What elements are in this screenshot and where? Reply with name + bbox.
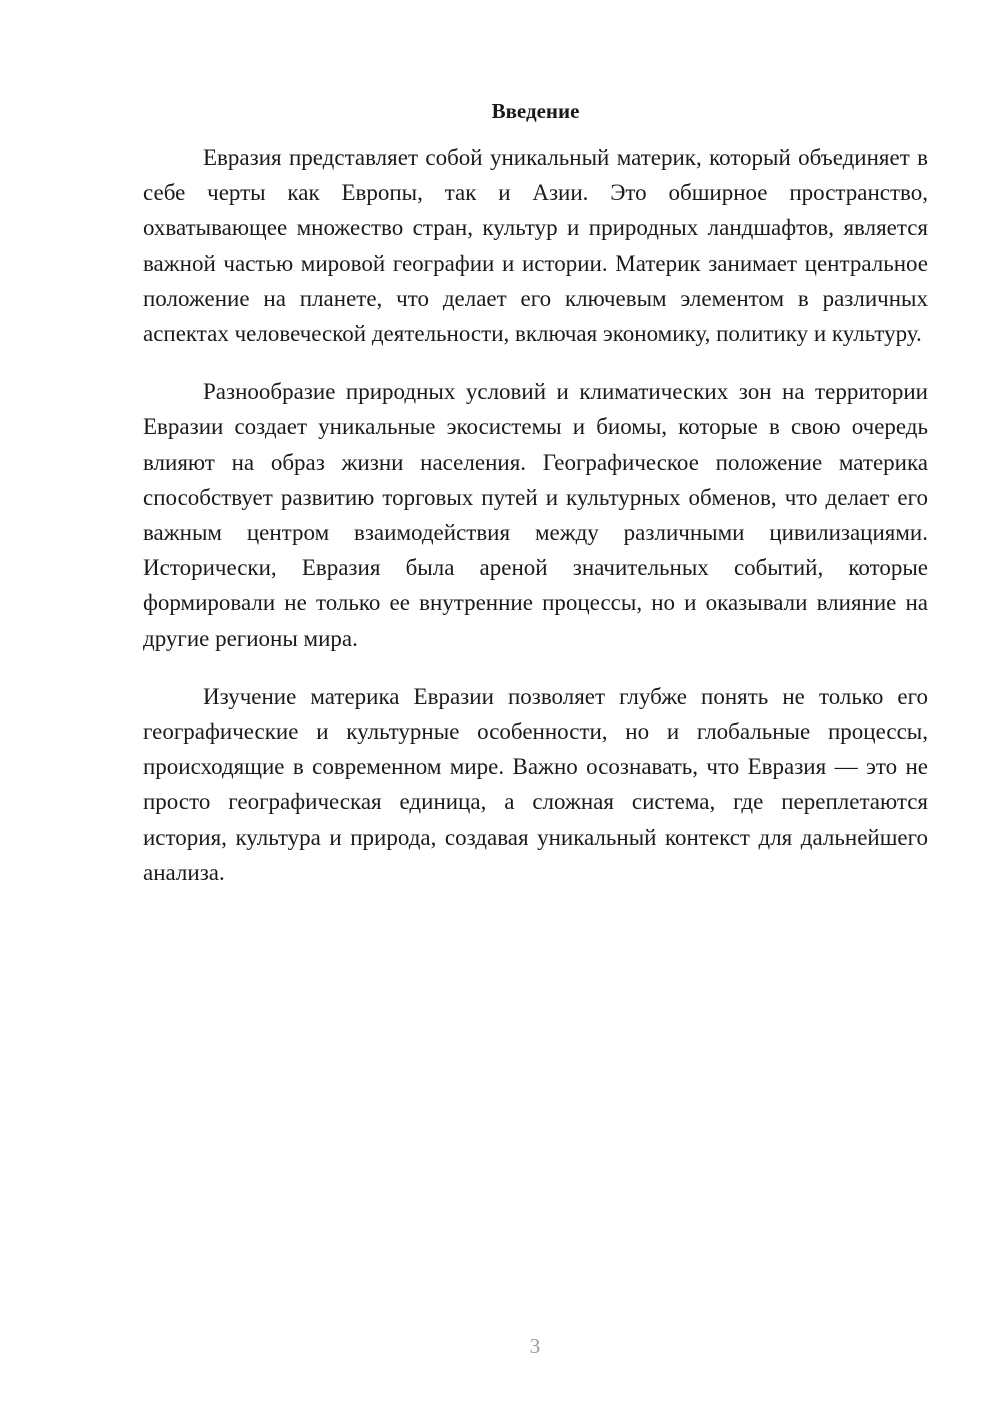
paragraph-3: Изучение материка Евразии позволяет глубже понять не только его географические и культурные особенности, но и глобальные процессы, происходящие в современном мире. Важно осознавать, что Евразия — это не просто географическая единица, а сложная система, где переплетаются история, культура и природа, создавая уникальный контекст для дальнейшего анализа.	[143, 683, 928, 885]
paragraph-1: Евразия представляет собой уникальный материк, который объединяет в себе черты как Европы, так и Азии. Это обширное пространство, охватывающее множество стран, культур и природных ландшафтов, является важной частью мировой географии и истории. Материк занимает центральное положение на планете, что делает его ключевым элементом в различных аспектах человеческой деятельности, включая экономику, политику и культуру.	[143, 145, 928, 347]
section-title: Введение	[491, 99, 580, 123]
page-number: 3	[529, 1334, 541, 1358]
paragraph-2: Разнообразие природных условий и климатических зон на территории Евразии создает уникальные экосистемы и биомы, которые в свою очередь влияют на образ жизни населения. Географическое положение материка способствует развитию торговых путей и культурных обменов, что делает его важным центром взаимодействия между различными цивилизациями. Исторически, Евразия была ареной значительных событий, которые формировали не только ее внутренние процессы, но и оказывали влияние на другие регионы мира.	[143, 379, 928, 651]
page-content	[143, 97, 928, 913]
